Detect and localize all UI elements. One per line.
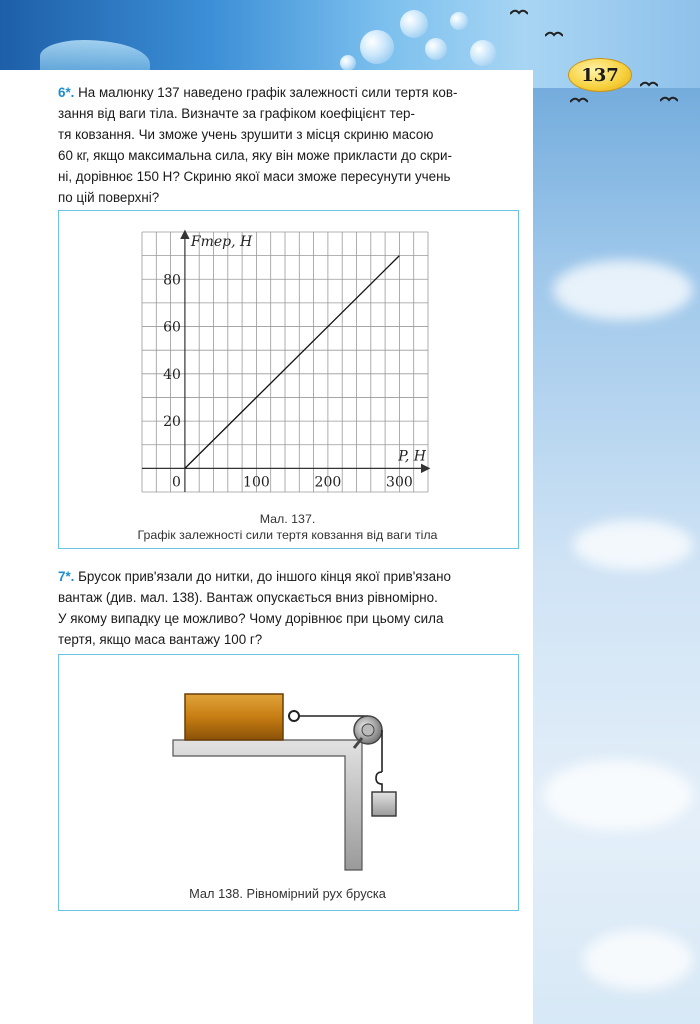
x-tick-label: 200 bbox=[314, 474, 342, 491]
y-tick-label: 80 bbox=[163, 272, 181, 289]
table-surface bbox=[173, 740, 362, 870]
x-tick-label: 100 bbox=[243, 474, 270, 491]
task-number: 6*. bbox=[58, 85, 75, 100]
chart-137 bbox=[140, 228, 440, 500]
bird-icon bbox=[545, 30, 563, 38]
y-tick-label: 60 bbox=[163, 319, 181, 336]
y-axis-label: Fтер, Н bbox=[190, 234, 253, 250]
figure-137-title: Графік залежності сили тертя ковзання від ваги тіла bbox=[137, 528, 438, 542]
figure-138-caption: Мал 138. Рівномірний рух бруска bbox=[189, 886, 386, 901]
x-axis-label: P, Н bbox=[398, 448, 426, 465]
bird-icon bbox=[660, 95, 678, 103]
task-6 bbox=[58, 82, 520, 208]
task-line: У якому випадку це можливо? Чому дорівнює при цьому сила bbox=[58, 611, 444, 626]
figure-137-number: Мал. 137. bbox=[259, 512, 316, 526]
task-line: тертя, якщо маса вантажу 100 г? bbox=[58, 632, 263, 647]
hook-icon bbox=[289, 711, 299, 721]
y-tick-label: 20 bbox=[163, 414, 181, 431]
weight bbox=[372, 792, 396, 816]
page-number: 137 bbox=[568, 58, 632, 92]
figure-138-illustration bbox=[170, 688, 410, 873]
task-7 bbox=[58, 566, 520, 650]
weight-hook-icon bbox=[376, 772, 382, 792]
task-line: 7*. Брусок прив'язали до нитки, до іншого кінця якої прив'язано bbox=[58, 569, 451, 584]
bird-icon bbox=[510, 8, 528, 16]
y-tick-label: 40 bbox=[163, 366, 181, 383]
task-line: 60 кг, якщо максимальна сила, яку він може прикласти до скри- bbox=[58, 148, 452, 163]
task-line: по цій поверхні? bbox=[58, 190, 160, 205]
task-line: 6*. На малюнку 137 наведено графік залежності сили тертя ков- bbox=[58, 85, 458, 100]
task-line: тя ковзання. Чи зможе учень зрушити з місця скриню масою bbox=[58, 127, 434, 142]
task-line: зання від ваги тіла. Визначте за графіком коефіцієнт тер- bbox=[58, 106, 415, 121]
wooden-block bbox=[185, 694, 283, 740]
series-line bbox=[185, 256, 400, 469]
sky-background bbox=[533, 0, 700, 1024]
bird-icon bbox=[570, 96, 588, 104]
x-tick-label: 300 bbox=[386, 474, 413, 491]
bird-icon bbox=[640, 80, 658, 88]
origin-label: 0 bbox=[171, 474, 181, 491]
task-line: ні, дорівнює 150 Н? Скриню якої маси зможе пересунути учень bbox=[58, 169, 451, 184]
task-line: вантаж (див. мал. 138). Вантаж опускається вниз рівномірно. bbox=[58, 590, 438, 605]
task-number: 7*. bbox=[58, 569, 75, 584]
